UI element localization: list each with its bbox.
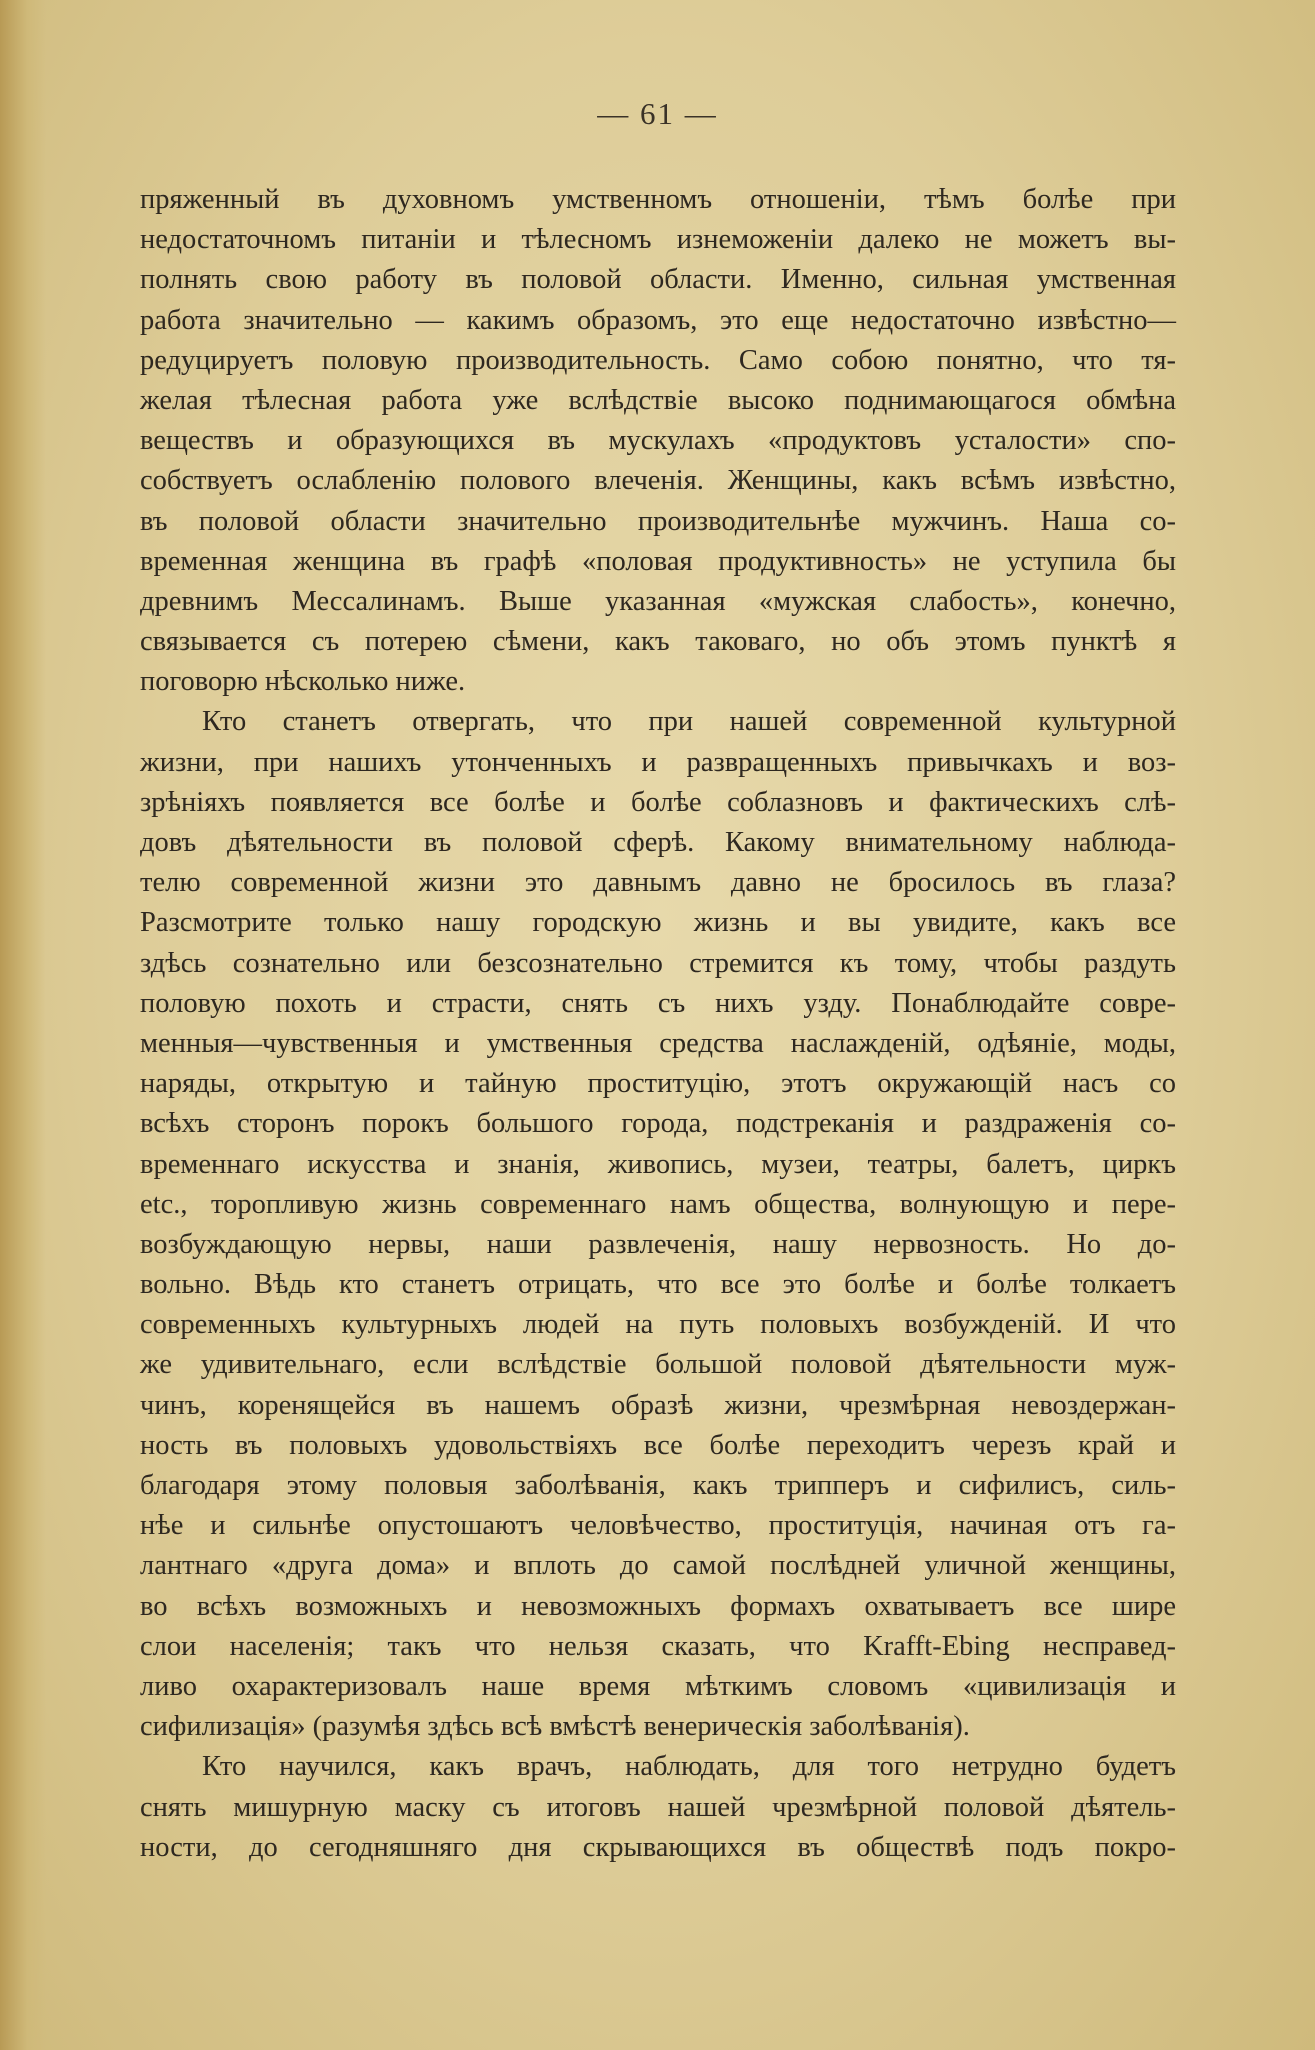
page-number: — 61 — [597,96,718,131]
text-line: пряженный въ духовномъ умственномъ отношеніи, тѣмъ болѣе при [140,184,1176,215]
text-line: половую похоть и страсти, снять съ нихъ узду. Понаблюдайте совре- [140,987,1176,1019]
text-line: лантнаго «друга дома» и вплоть до самой послѣдней уличной женщины, [140,1550,1176,1582]
text-line: веществъ и образующихся въ мускулахъ «продуктовъ усталости» спо- [140,425,1176,457]
text-line: собствуетъ ослабленію полового влеченія. Женщины, какъ всѣмъ извѣстно, [140,465,1176,497]
text-line: нѣе и сильнѣе опустошаютъ человѣчество, проституція, начиная отъ га- [140,1510,1176,1542]
text-line: Кто научился, какъ врачъ, наблюдать, для того нетрудно будетъ [202,1751,1176,1783]
text-line: здѣсь сознательно или безсознательно стремится къ тому, чтобы раздуть [140,947,1176,979]
text-line: зрѣніяхъ появляется все болѣе и болѣе соблазновъ и фактическихъ слѣ- [140,786,1176,818]
text-line: поговорю нѣсколько ниже. [140,666,466,698]
text-line: недостаточномъ питаніи и тѣлесномъ изнеможеніи далеко не можетъ вы- [140,224,1176,256]
text-line: ливо охарактеризовалъ наше время мѣткимъ словомъ «цивилизація и [140,1670,1176,1702]
page-edge-shadow [0,0,46,2050]
text-line: въ половой области значительно производительнѣе мужчинъ. Наша со- [140,505,1176,537]
text-line: наряды, открытую и тайную проституцію, этотъ окружающій насъ со [140,1068,1176,1100]
text-line: же удивительнаго, если вслѣдствіе большой половой дѣятельности муж- [140,1349,1176,1381]
text-line: временная женщина въ графѣ «половая продуктивность» не уступила бы [140,545,1176,577]
text-line: ность въ половыхъ удовольствіяхъ все болѣе переходитъ черезъ край и [140,1429,1176,1461]
text-line: всѣхъ сторонъ порокъ большого города, подстреканія и раздраженія со- [140,1108,1176,1140]
text-line: жизни, при нашихъ утонченныхъ и развращенныхъ привычкахъ и воз- [140,746,1176,778]
text-line: довъ дѣятельности въ половой сферѣ. Какому внимательному наблюда- [140,827,1176,858]
text-line: желая тѣлесная работа уже вслѣдствіе высоко поднимающагося обмѣна [140,384,1176,416]
text-line: вольно. Вѣдь кто станетъ отрицать, что все это болѣе и болѣе толкаетъ [140,1269,1176,1301]
text-line: сифилизація» (разумѣя здѣсь всѣ вмѣстѣ венерическія заболѣванія). [140,1711,970,1743]
text-line: редуцируетъ половую производительность. Само собою понятно, что тя- [140,344,1176,376]
text-line: менныя—чувственныя и умственныя средства наслажденій, одѣяніе, моды, [140,1027,1176,1059]
text-line: Разсмотрите только нашу городскую жизнь и вы увидите, какъ все [140,907,1176,939]
text-line: работа значительно — какимъ образомъ, это еще недостаточно извѣстно— [140,304,1176,336]
text-line: современныхъ культурныхъ людей на путь половыхъ возбужденій. И что [140,1309,1176,1341]
text-line: etc., торопливую жизнь современнаго намъ общества, волнующую и пере- [140,1188,1176,1220]
text-line: во всѣхъ возможныхъ и невозможныхъ формахъ охватываетъ все шире [140,1590,1176,1622]
text-line: древнимъ Мессалинамъ. Выше указанная «мужская слабость», конечно, [140,585,1176,617]
text-line: чинъ, коренящейся въ нашемъ образѣ жизни, чрезмѣрная невоздержан- [140,1389,1176,1421]
text-line: телю современной жизни это давнымъ давно не бросилось въ глаза? [140,867,1176,899]
body-text [140,180,1176,1868]
text-line: Кто станетъ отвергать, что при нашей современной культурной [202,706,1176,738]
text-line: возбуждающую нервы, наши развлеченія, нашу нервозность. Но до- [140,1228,1176,1260]
text-line: благодаря этому половыя заболѣванія, какъ трипперъ и сифилисъ, силь- [140,1470,1176,1501]
text-line: снять мишурную маску съ итоговъ нашей чрезмѣрной половой дѣятель- [140,1791,1176,1823]
text-line: связывается съ потерею сѣмени, какъ таковаго, но объ этомъ пунктѣ я [140,626,1176,658]
text-line: слои населенія; такъ что нельзя сказать, что Krafft-Ebing несправед- [140,1630,1176,1662]
text-line: временнаго искусства и знанія, живопись, музеи, театры, балетъ, циркъ [140,1148,1176,1180]
text-line: ности, до сегодняшняго дня скрывающихся въ обществѣ подъ покро- [140,1831,1176,1863]
text-line: полнять свою работу въ половой области. Именно, сильная умственная [140,264,1176,296]
